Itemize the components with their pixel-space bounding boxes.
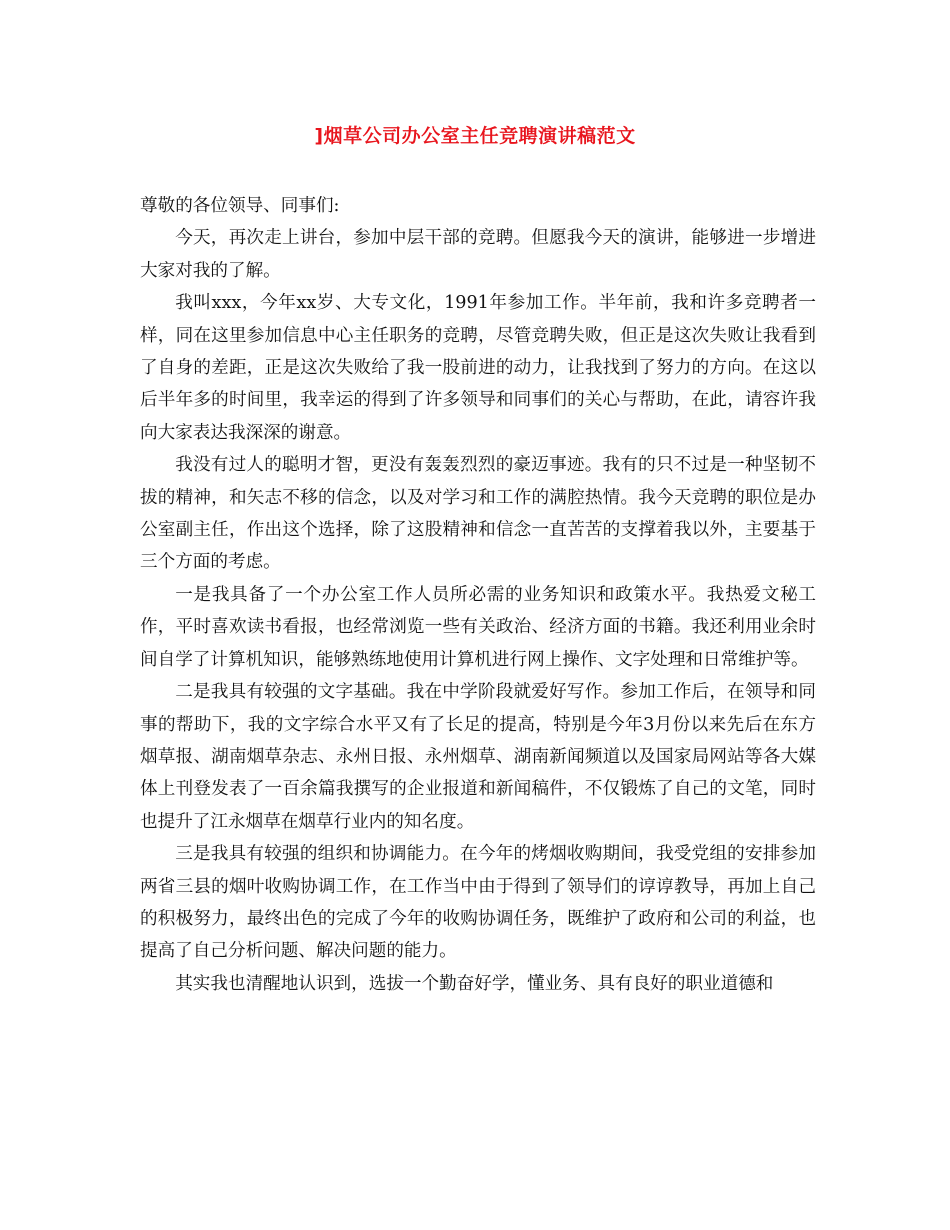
document-title: ]烟草公司办公室主任竞聘演讲稿范文 [314,125,636,147]
paragraph-motivation: 我没有过人的聪明才智，更没有轰轰烈烈的豪迈事迹。我有的只不过是一种坚韧不拔的精神，和矢志不移的信念，以及对学习和工作的满腔热情。我今天竞聘的职位是办公室副主任，作出这个选择，除了这股精神和信念一直苦苦的支撑着我以外，主要基于三个方面的考虑。 [140,455,816,573]
paragraph-point-one: 一是我具备了一个办公室工作人员所必需的业务知识和政策水平。我热爱文秘工作，平时喜欢读书看报，也经常浏览一些有关政治、经济方面的书籍。我还利用业余时间自学了计算机知识，能够熟练地使用计算机进行网上操作、文字处理和日常维护等。 [140,584,816,670]
paragraph-intro: 今天，再次走上讲台，参加中层干部的竞聘。但愿我今天的演讲，能够进一步增进大家对我的了解。 [140,228,816,281]
paragraph-conclusion-start: 其实我也清醒地认识到，选拔一个勤奋好学，懂业务、具有良好的职业道德和 [175,973,774,994]
paragraph-self-introduction: 我叫xxx，今年xx岁、大专文化，1991年参加工作。半年前，我和许多竞聘者一样，同在这里参加信息中心主任职务的竞聘，尽管竞聘失败，但正是这次失败让我看到了自身的差距，正是这次失败给了我一股前进的动力，让我找到了努力的方向。在这以后半年多的时间里，我幸运的得到了许多领导和同事们的关心与帮助，在此，请容许我向大家表达我深深的谢意。 [140,293,816,443]
paragraph-point-two: 二是我具有较强的文字基础。我在中学阶段就爱好写作。参加工作后，在领导和同事的帮助下，我的文字综合水平又有了长足的提高，特别是今年3月份以来先后在东方烟草报、湖南烟草杂志、永州日报、永州烟草、湖南新闻频道以及国家局网站等各大媒体上刊登发表了一百余篇我撰写的企业报道和新闻稿件，不仅锻炼了自己的文笔，同时也提升了江永烟草在烟草行业内的知名度。 [140,682,816,832]
document-body [140,190,816,1000]
paragraph-point-three: 三是我具有较强的组织和协调能力。在今年的烤烟收购期间，我受党组的安排参加两省三县的烟叶收购协调工作，在工作当中由于得到了领导们的谆谆教导，再加上自己的积极努力，最终出色的完成了今年的收购协调任务，既维护了政府和公司的利益，也提高了自己分析问题、解决问题的能力。 [140,844,816,962]
salutation: 尊敬的各位领导、同事们: [140,196,340,216]
